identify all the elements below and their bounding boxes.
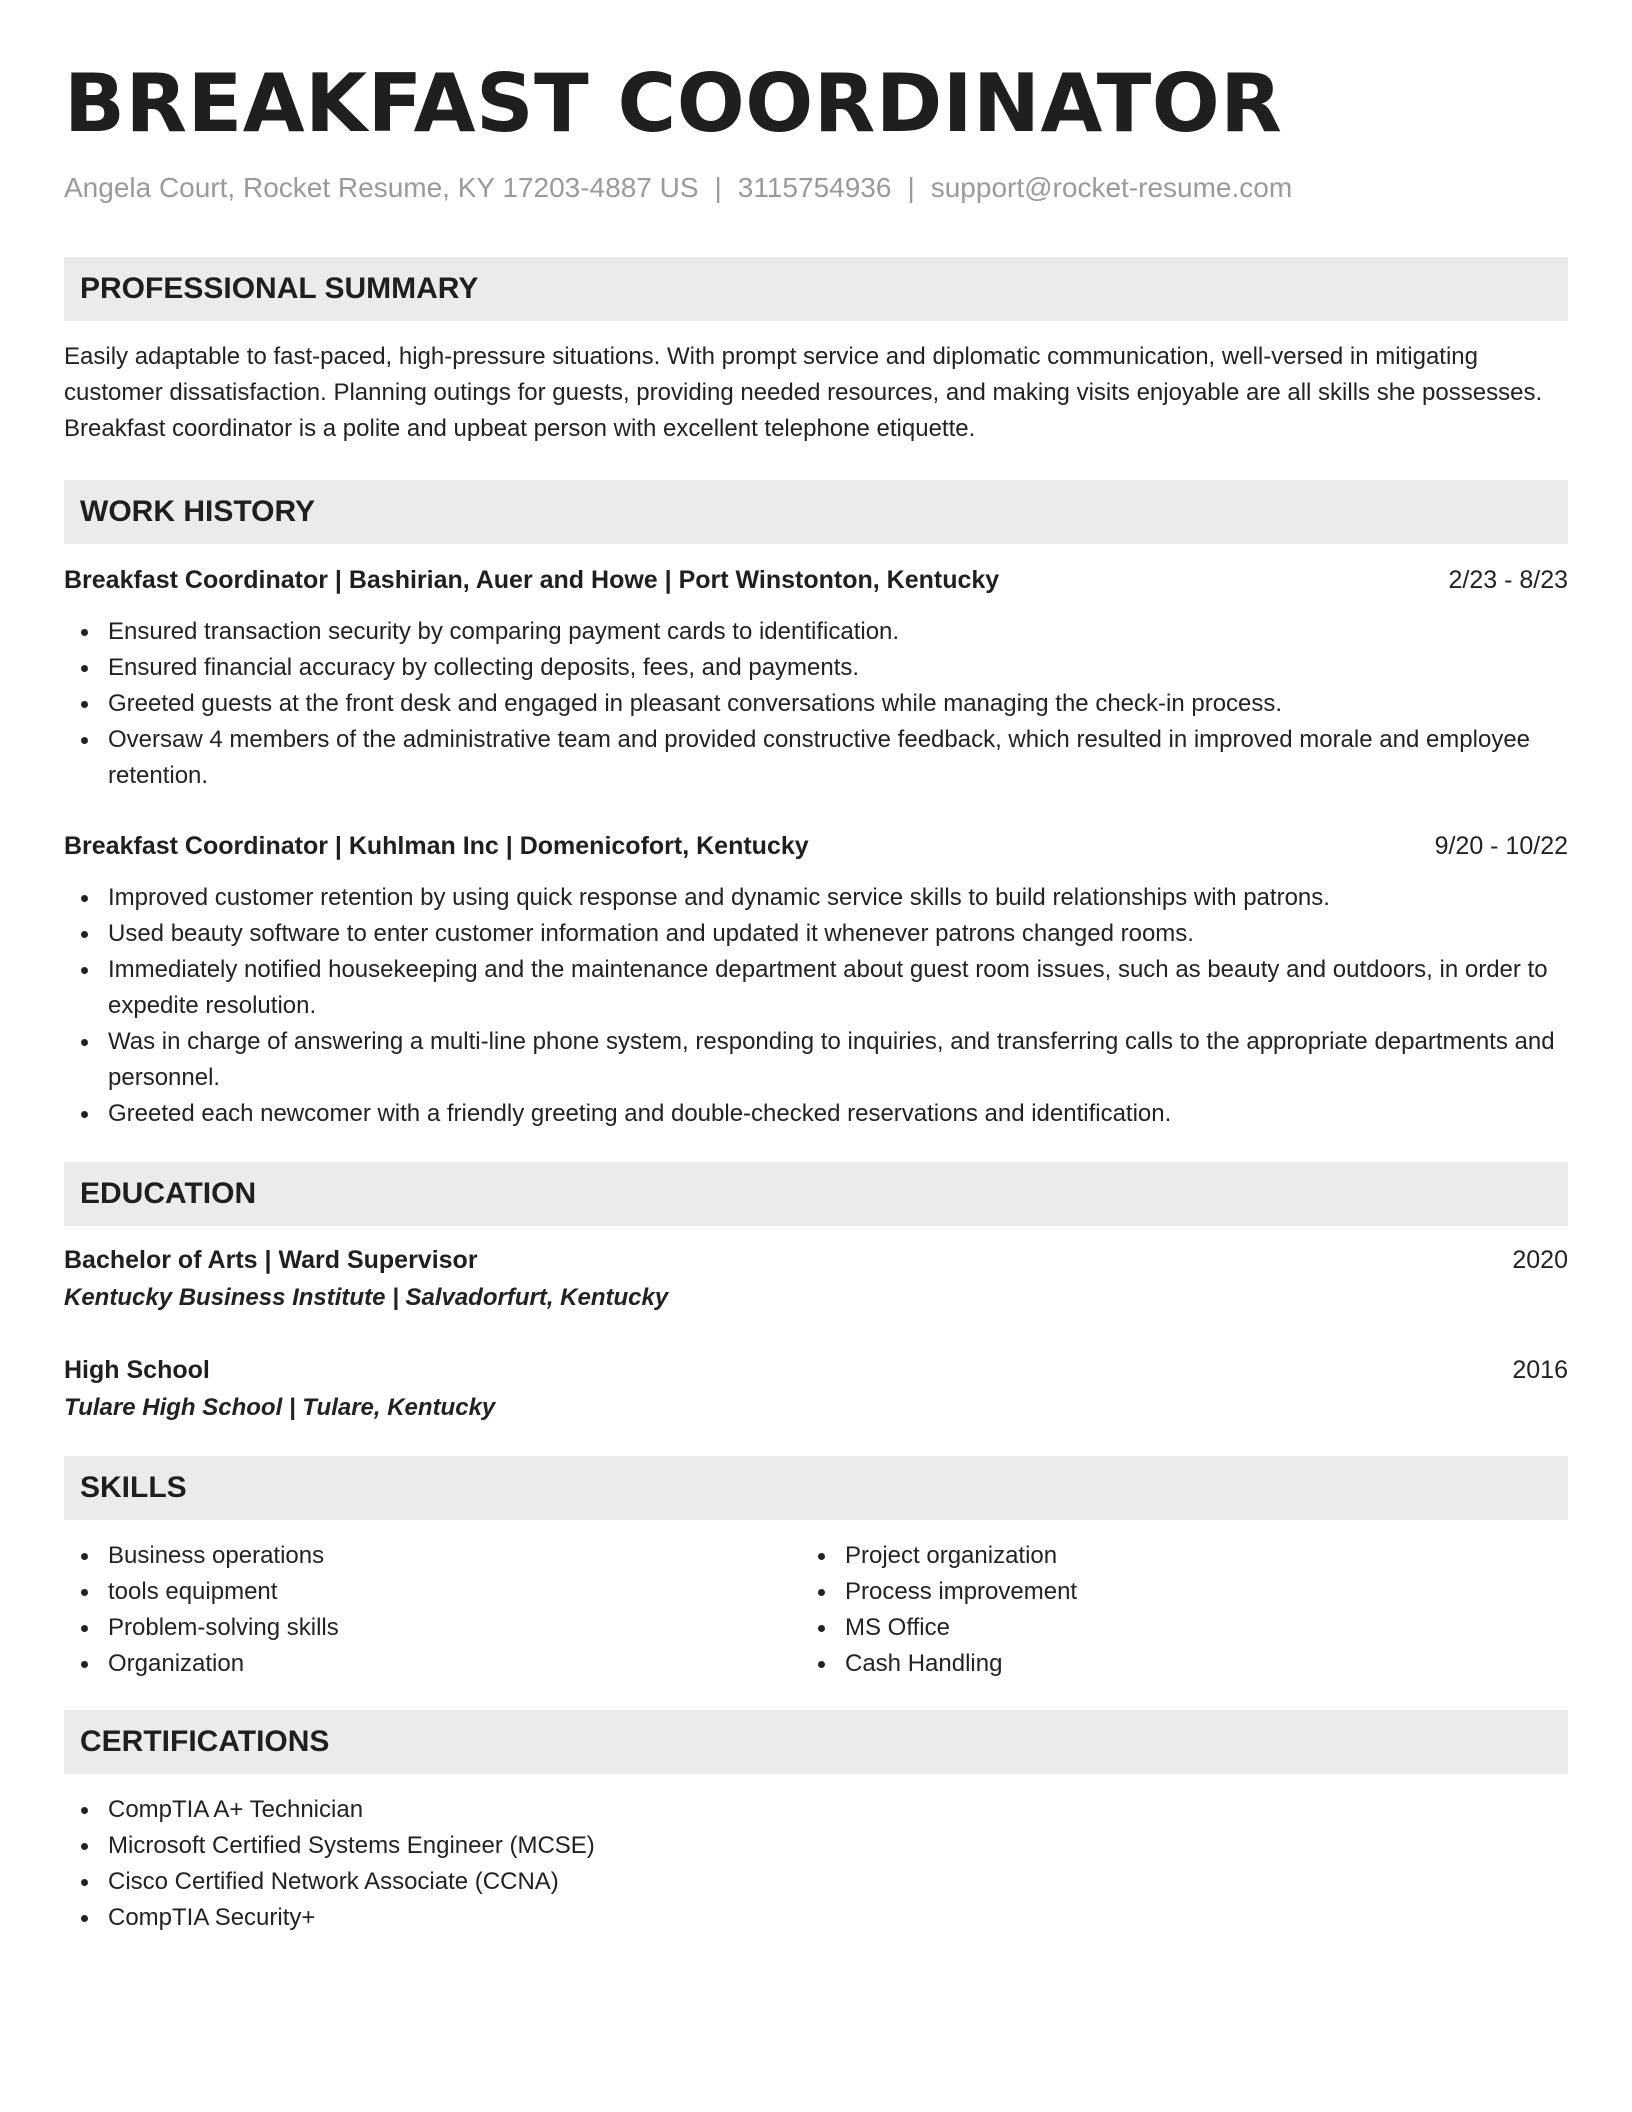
degree-title: High School bbox=[64, 1356, 210, 1384]
job-title: Breakfast Coordinator | Bashirian, Auer and Howe | Port Winstonton, Kentucky bbox=[64, 566, 1000, 594]
summary-text: Easily adaptable to fast-paced, high-pressure situations. With prompt service and diplomatic communication, well-versed in mitigating customer dissatisfaction. Planning outings for guests, providing needed resources, and making visits enjoyable are all skills she possesses. Breakfast coordinator is a polite and upbeat person with excellent telephone etiquette. bbox=[64, 343, 1543, 442]
contact-phone: 3115754936 bbox=[737, 172, 892, 203]
contact-email: support@rocket-resume.com bbox=[930, 172, 1293, 203]
skill-item: Cash Handling bbox=[801, 1646, 1538, 1682]
skill-item: MS Office bbox=[801, 1610, 1538, 1646]
contact-line bbox=[64, 170, 1568, 206]
job-bullet: Greeted guests at the front desk and engaged in pleasant conversations while managing the check-in process. bbox=[64, 686, 1568, 722]
job-bullet: Oversaw 4 members of the administrative team and provided constructive feedback, which resulted in improved morale and employee retention. bbox=[64, 722, 1568, 794]
skill-item: tools equipment bbox=[64, 1574, 801, 1610]
certification-item: CompTIA A+ Technician bbox=[64, 1792, 1568, 1828]
job-dates: 9/20 - 10/22 bbox=[1434, 832, 1568, 860]
job-bullets bbox=[64, 614, 1568, 794]
contact-separator: | bbox=[907, 172, 915, 203]
job-bullet: Ensured transaction security by comparing payment cards to identification. bbox=[64, 614, 1568, 650]
school-name: Kentucky Business Institute | Salvadorfurt, Kentucky bbox=[64, 1284, 669, 1311]
skills-list-left bbox=[64, 1538, 801, 1682]
certifications-list bbox=[64, 1792, 1568, 1936]
skills-list-right bbox=[801, 1538, 1538, 1682]
job-dates: 2/23 - 8/23 bbox=[1448, 566, 1568, 594]
job-entry bbox=[64, 562, 1568, 794]
job-bullets bbox=[64, 880, 1568, 1132]
summary-heading: PROFESSIONAL SUMMARY bbox=[64, 257, 1568, 321]
certifications-heading: CERTIFICATIONS bbox=[64, 1710, 1568, 1774]
contact-address: Angela Court, Rocket Resume, KY 17203-4887 US bbox=[64, 172, 699, 203]
job-bullet: Greeted each newcomer with a friendly greeting and double-checked reservations and identification. bbox=[64, 1096, 1568, 1132]
education-entry bbox=[64, 1242, 1568, 1316]
education-entry bbox=[64, 1352, 1568, 1426]
skill-item: Process improvement bbox=[801, 1574, 1538, 1610]
skills-heading: SKILLS bbox=[64, 1456, 1568, 1520]
skill-item: Project organization bbox=[801, 1538, 1538, 1574]
education-year: 2020 bbox=[1512, 1246, 1568, 1274]
skill-item: Business operations bbox=[64, 1538, 801, 1574]
job-title: Breakfast Coordinator | Kuhlman Inc | Domenicofort, Kentucky bbox=[64, 832, 809, 860]
job-bullet: Was in charge of answering a multi-line phone system, responding to inquiries, and transferring calls to the appropriate departments and personnel. bbox=[64, 1024, 1568, 1096]
job-bullet: Improved customer retention by using quick response and dynamic service skills to build relationships with patrons. bbox=[64, 880, 1568, 916]
education-year: 2016 bbox=[1512, 1356, 1568, 1384]
job-bullet: Used beauty software to enter customer information and updated it whenever patrons changed rooms. bbox=[64, 916, 1568, 952]
degree-title: Bachelor of Arts | Ward Supervisor bbox=[64, 1246, 478, 1274]
job-bullet: Ensured financial accuracy by collecting deposits, fees, and payments. bbox=[64, 650, 1568, 686]
skill-item: Problem-solving skills bbox=[64, 1610, 801, 1646]
school-name: Tulare High School | Tulare, Kentucky bbox=[64, 1394, 496, 1421]
job-bullet: Immediately notified housekeeping and the maintenance department about guest room issues, such as beauty and outdoors, in order to expedite resolution. bbox=[64, 952, 1568, 1024]
certification-item: Microsoft Certified Systems Engineer (MCSE) bbox=[64, 1828, 1568, 1864]
certification-item: Cisco Certified Network Associate (CCNA) bbox=[64, 1864, 1568, 1900]
certification-item: CompTIA Security+ bbox=[64, 1900, 1568, 1936]
job-entry bbox=[64, 828, 1568, 1132]
candidate-title: BREAKFAST COORDINATOR bbox=[64, 57, 1283, 150]
education-heading: EDUCATION bbox=[64, 1162, 1568, 1226]
work-history-heading: WORK HISTORY bbox=[64, 480, 1568, 544]
contact-separator: | bbox=[714, 172, 722, 203]
skills-columns bbox=[64, 1538, 1568, 1682]
skill-item: Organization bbox=[64, 1646, 801, 1682]
